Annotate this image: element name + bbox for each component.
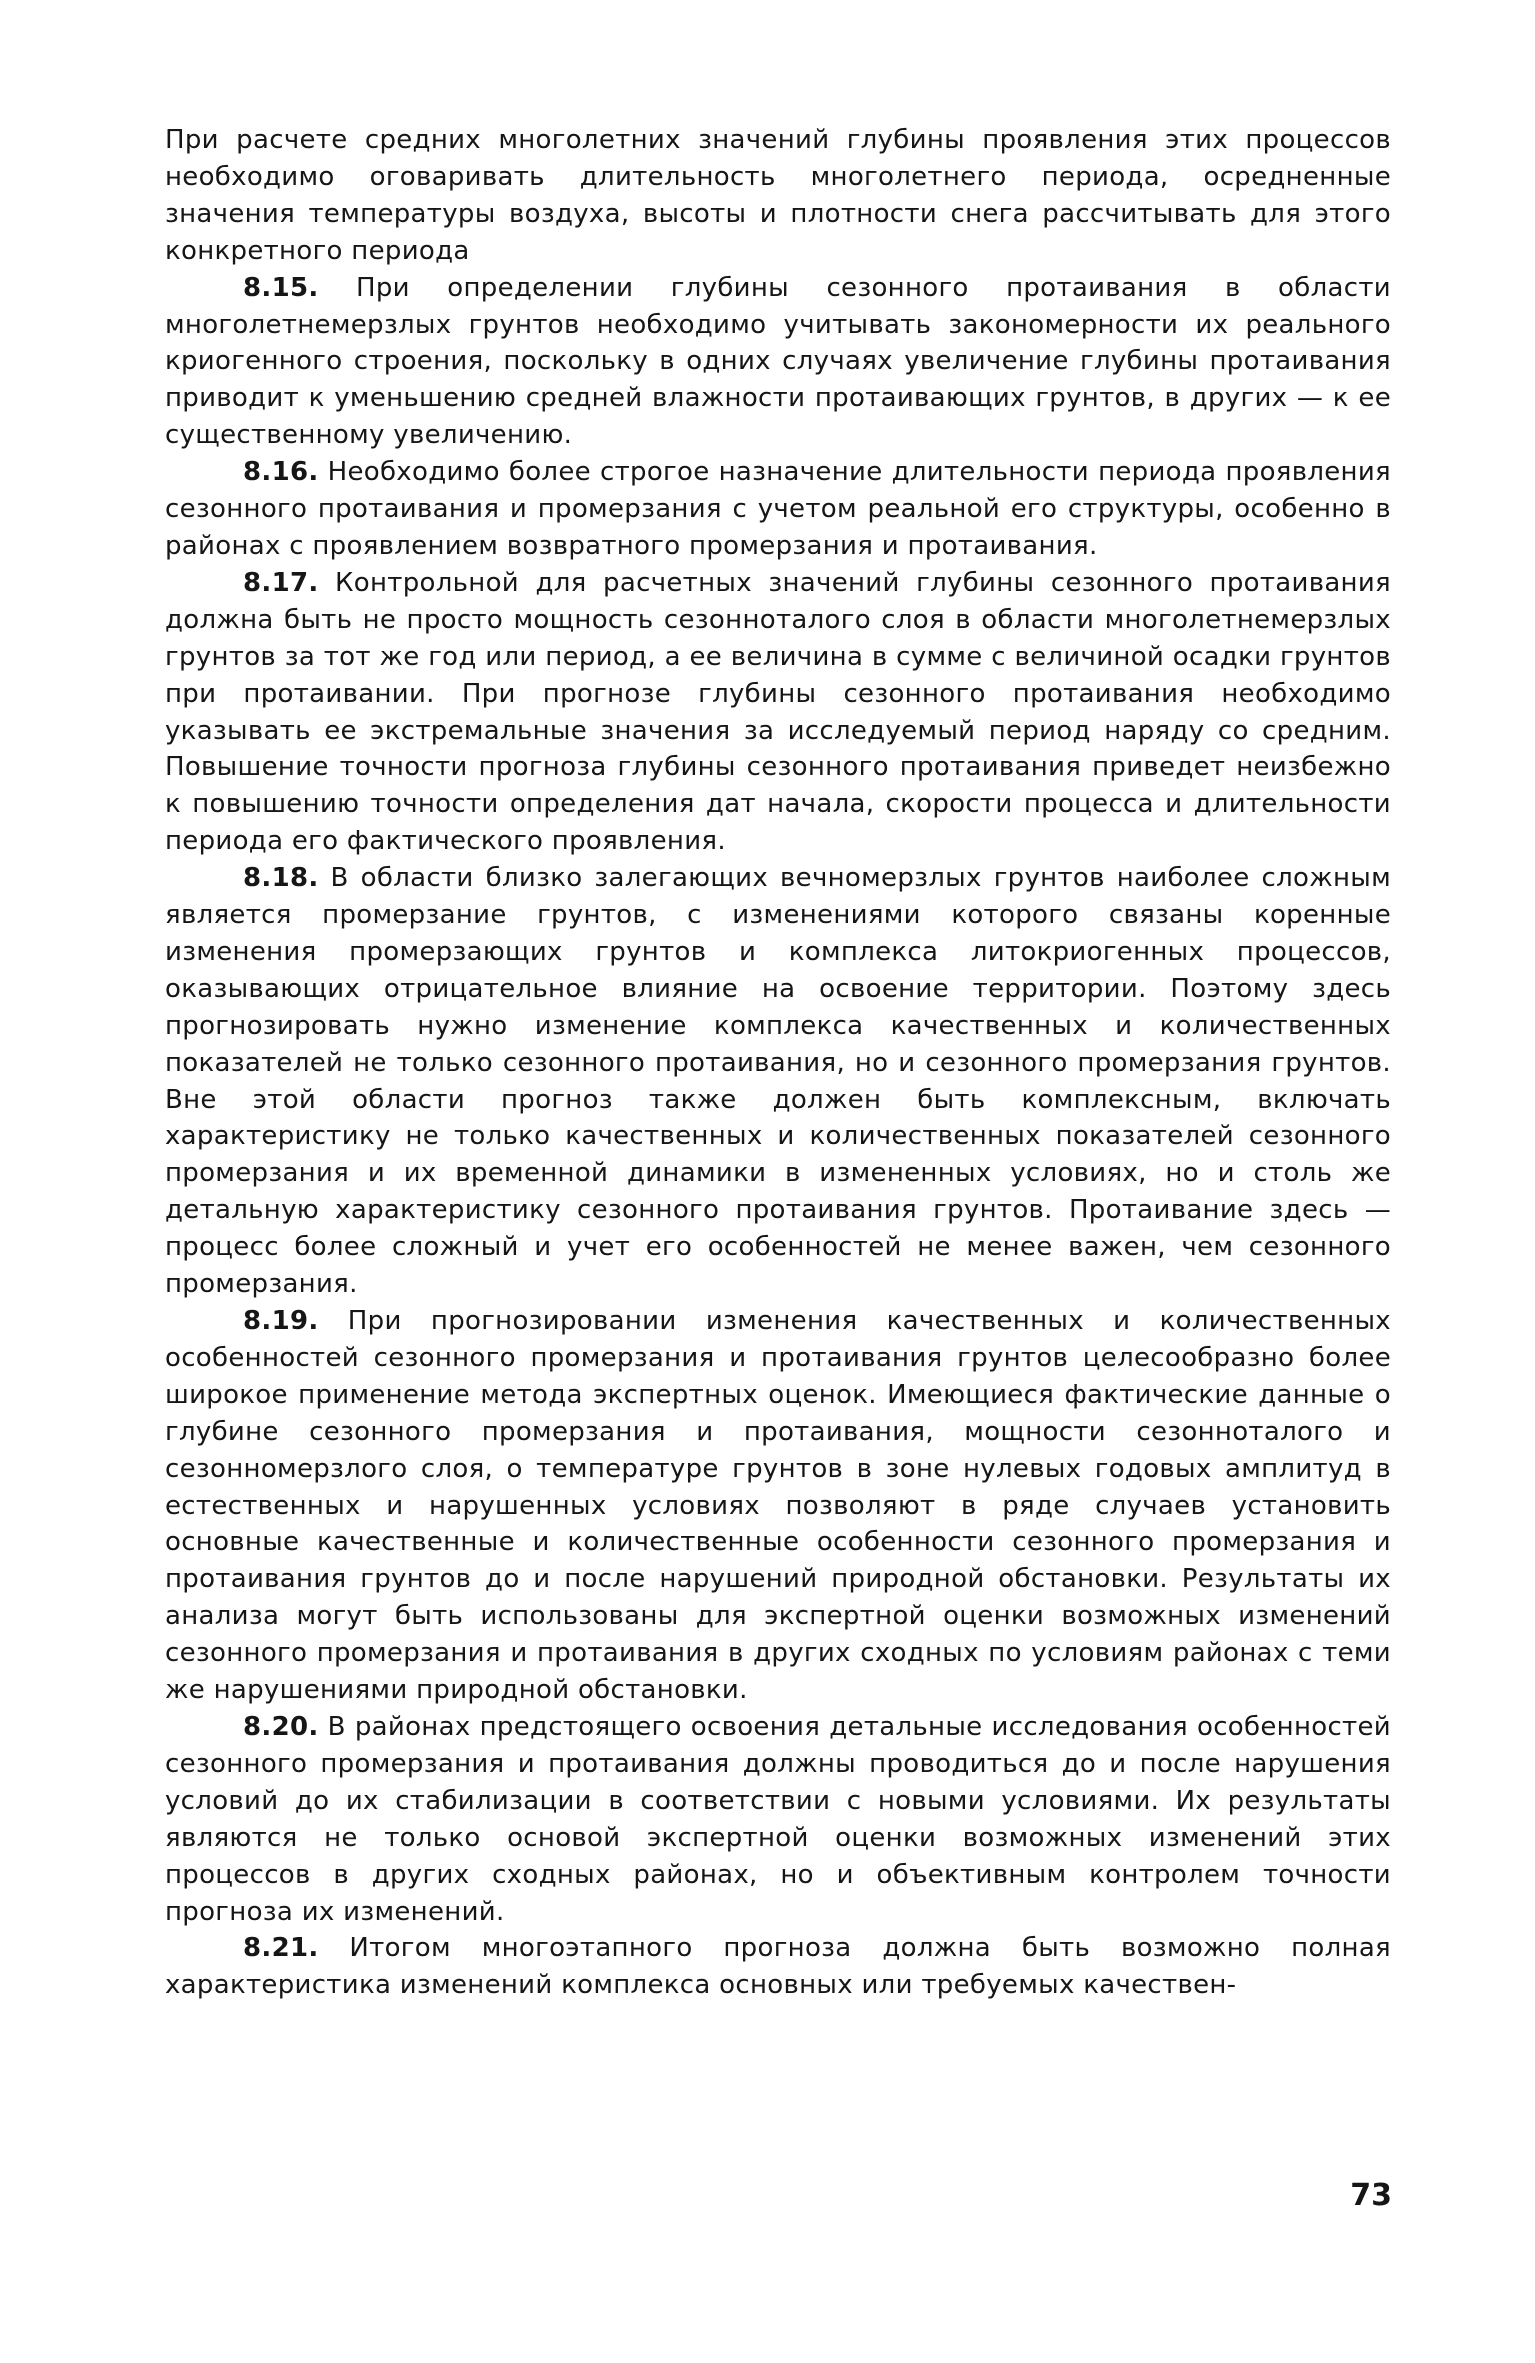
paragraph-text: При расчете средних многолетних значений глубины проявления этих процессов необходимо оговаривать длительность многолетнего периода, осредненные значения температуры воздуха, высоты и плотности снега рассчитывать для этого конкретного периода bbox=[165, 125, 1391, 266]
paragraph-text: В районах предстоящего освоения детальные исследования особенностей сезонного промерзания и протаивания должны проводиться до и после нарушения условий до их стабилизации в соответствии с новыми условиями. Их результаты являются не только основой экспертной оценки возможных изменений этих процессов в других сходных районах, но и объективным контролем точности прогноза их изменений. bbox=[165, 1711, 1391, 1927]
paragraph-number: 8.19. bbox=[243, 1306, 319, 1336]
paragraph-8-20 bbox=[165, 1709, 1391, 1930]
paragraph-text: При определении глубины сезонного протаивания в области многолетнемерзлых грунтов необходимо учитывать закономерности их реального криогенного строения, поскольку в одних случаях увеличение глубины протаивания приводит к уменьшению средней влажности протаивающих грунтов, в других — к ее существенному увеличению. bbox=[165, 272, 1391, 451]
paragraph-8-18 bbox=[165, 860, 1391, 1303]
page-number: 73 bbox=[1350, 2178, 1392, 2213]
paragraph-text: Необходимо более строгое назначение длительности периода проявления сезонного протаивания и промерзания с учетом реальной его структуры, особенно в районах с проявлением возвратного промерзания и протаивания. bbox=[165, 457, 1391, 561]
paragraph-number: 8.17. bbox=[243, 567, 319, 598]
paragraph-8-21 bbox=[165, 1930, 1391, 2004]
paragraph-number: 8.15. bbox=[243, 272, 319, 303]
paragraph-text: При прогнозировании изменения качественных и количественных особенностей сезонного промерзания и протаивания грунтов целесообразно более широкое применение метода экспертных оценок. Имеющиеся фактические данные о глубине сезонного промерзания и протаивания, мощности сезонноталого и сезонномерзлого слоя, о температуре грунтов в зоне нулевых годовых амплитуд в естественных и нарушенных условиях позволяют в ряде случаев установить основные качественные и количественные особенности сезонного промерзания и протаивания грунтов до и после нарушений природной обстановки. Результаты их анализа могут быть использованы для экспертной оценки возможных изменений сезонного промерзания и протаивания в других сходных по условиям районах с теми же нарушениями природной обстановки. bbox=[165, 1306, 1391, 1706]
paragraph-number: 8.21. bbox=[243, 1933, 319, 1964]
paragraph-8-16 bbox=[165, 454, 1391, 565]
document-page bbox=[165, 122, 1391, 2004]
paragraph-8-17 bbox=[165, 565, 1391, 860]
paragraph-number: 8.18. bbox=[243, 863, 319, 894]
paragraph-number: 8.16. bbox=[243, 457, 319, 488]
paragraph-8-19 bbox=[165, 1303, 1391, 1709]
paragraph-number: 8.20. bbox=[243, 1711, 319, 1742]
paragraph-8-15 bbox=[165, 270, 1391, 455]
paragraph-text: В области близко залегающих вечномерзлых грунтов наиболее сложным является промерзание грунтов, с изменениями которого связаны коренные изменения промерзающих грунтов и комплекса литокриогенных процессов, оказывающих отрицательное влияние на освоение территории. Поэтому здесь прогнозировать нужно изменение комплекса качественных и количественных показателей не только сезонного протаивания, но и сезонного промерзания грунтов. Вне этой области прогноз также должен быть комплексным, включать характеристику не только качественных и количественных показателей сезонного промерзания и их временной динамики в измененных условиях, но и столь же детальную характеристику сезонного протаивания грунтов. Протаивание здесь — процесс более сложный и учет его особенностей не менее важен, чем сезонного промерзания. bbox=[165, 863, 1391, 1300]
paragraph-text: Контрольной для расчетных значений глубины сезонного протаивания должна быть не просто мощность сезонноталого слоя в области многолетнемерзлых грунтов за тот же год или период, а ее величина в сумме с величиной осадки грунтов при протаивании. При прогнозе глубины сезонного протаивания необходимо указывать ее экстремальные значения за исследуемый период наряду со средним. Повышение точности прогноза глубины сезонного протаивания приведет неизбежно к повышению точности определения дат начала, скорости процесса и длительности периода его фактического проявления. bbox=[165, 567, 1391, 857]
paragraph-text: Итогом многоэтапного прогноза должна быть возможно полная характеристика изменений комплекса основных или требуемых качествен- bbox=[165, 1933, 1391, 2001]
paragraph-intro bbox=[165, 122, 1391, 270]
